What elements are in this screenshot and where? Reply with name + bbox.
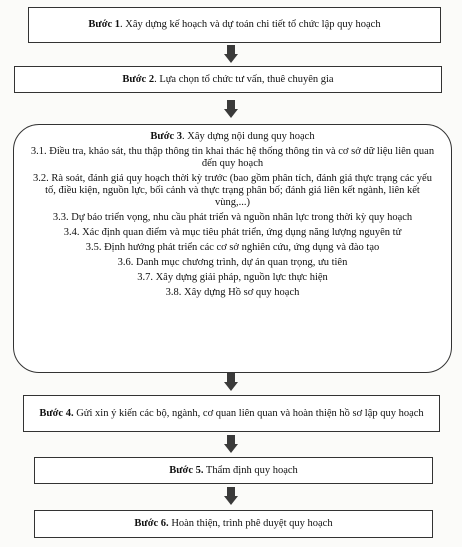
step-5-box bbox=[34, 457, 433, 484]
step-3-item-4: 3.4. Xác định quan điểm và mục tiêu phát triển, ứng dụng năng lượng nguyên tử bbox=[63, 227, 402, 238]
step-2-text bbox=[122, 74, 333, 86]
down-arrow-icon bbox=[224, 487, 238, 507]
down-arrow-icon bbox=[224, 100, 238, 120]
step-3-item-3: 3.3. Dự báo triển vọng, nhu cầu phát triển và nguồn nhân lực trong thời kỳ quy hoạch bbox=[52, 212, 413, 223]
step-6-text bbox=[134, 518, 332, 530]
step-6-box bbox=[34, 510, 433, 538]
step-6-description: Hoàn thiện, trình phê duyệt quy hoạch bbox=[168, 518, 333, 529]
step-3-item-5: 3.5. Định hướng phát triển các cơ sở nghiên cứu, ứng dụng và đào tạo bbox=[85, 242, 380, 253]
step-6-label: Bước 6. bbox=[134, 518, 169, 529]
step-3-item-8: 3.8. Xây dựng Hồ sơ quy hoạch bbox=[165, 287, 300, 298]
step-3-item-2: 3.2. Rà soát, đánh giá quy hoạch thời kỳ trước (bao gồm phân tích, đánh giá thực trạng các yếu tố, điều kiện, nguồn lực, bối cảnh và thực trạng phân bố; đánh giá liên kết ngành, liên kết vùng,...) bbox=[33, 173, 432, 208]
step-3-box bbox=[13, 124, 452, 373]
step-1-description: . Xây dựng kế hoạch và dự toán chi tiết tổ chức lập quy hoạch bbox=[120, 19, 381, 30]
step-1-label: Bước 1 bbox=[88, 19, 121, 30]
down-arrow-icon bbox=[224, 373, 238, 393]
step-5-label: Bước 5. bbox=[169, 464, 204, 476]
step-5-description: Thẩm định quy hoạch bbox=[203, 464, 298, 476]
step-4-description: Gửi xin ý kiến các bộ, ngành, cơ quan liên quan và hoàn thiện hồ sơ lập quy hoạch bbox=[73, 407, 424, 419]
step-4-label: Bước 4. bbox=[39, 407, 74, 419]
step-3-item-7: 3.7. Xây dựng giải pháp, nguồn lực thực hiện bbox=[137, 272, 328, 283]
step-2-label: Bước 2 bbox=[122, 73, 155, 85]
step-3-description: . Xây dựng nội dung quy hoạch bbox=[182, 131, 315, 142]
step-5-text bbox=[169, 465, 298, 477]
step-1-box bbox=[28, 7, 441, 43]
step-4-box bbox=[23, 395, 440, 432]
step-2-box bbox=[14, 66, 442, 93]
down-arrow-icon bbox=[224, 45, 238, 65]
step-3-item-6: 3.6. Danh mục chương trình, dự án quan trọng, ưu tiên bbox=[117, 257, 348, 268]
step-3-label: Bước 3 bbox=[150, 131, 183, 142]
step-3-title bbox=[28, 131, 437, 143]
step-1-text bbox=[88, 19, 380, 31]
step-4-text bbox=[39, 408, 423, 420]
down-arrow-icon bbox=[224, 435, 238, 455]
step-3-item-1: 3.1. Điều tra, khảo sát, thu thập thông tin khai thác hệ thống thông tin và cơ sở dữ liệu liên quan đến quy hoạch bbox=[30, 146, 435, 169]
step-2-description: . Lựa chọn tổ chức tư vấn, thuê chuyên gia bbox=[154, 73, 334, 85]
